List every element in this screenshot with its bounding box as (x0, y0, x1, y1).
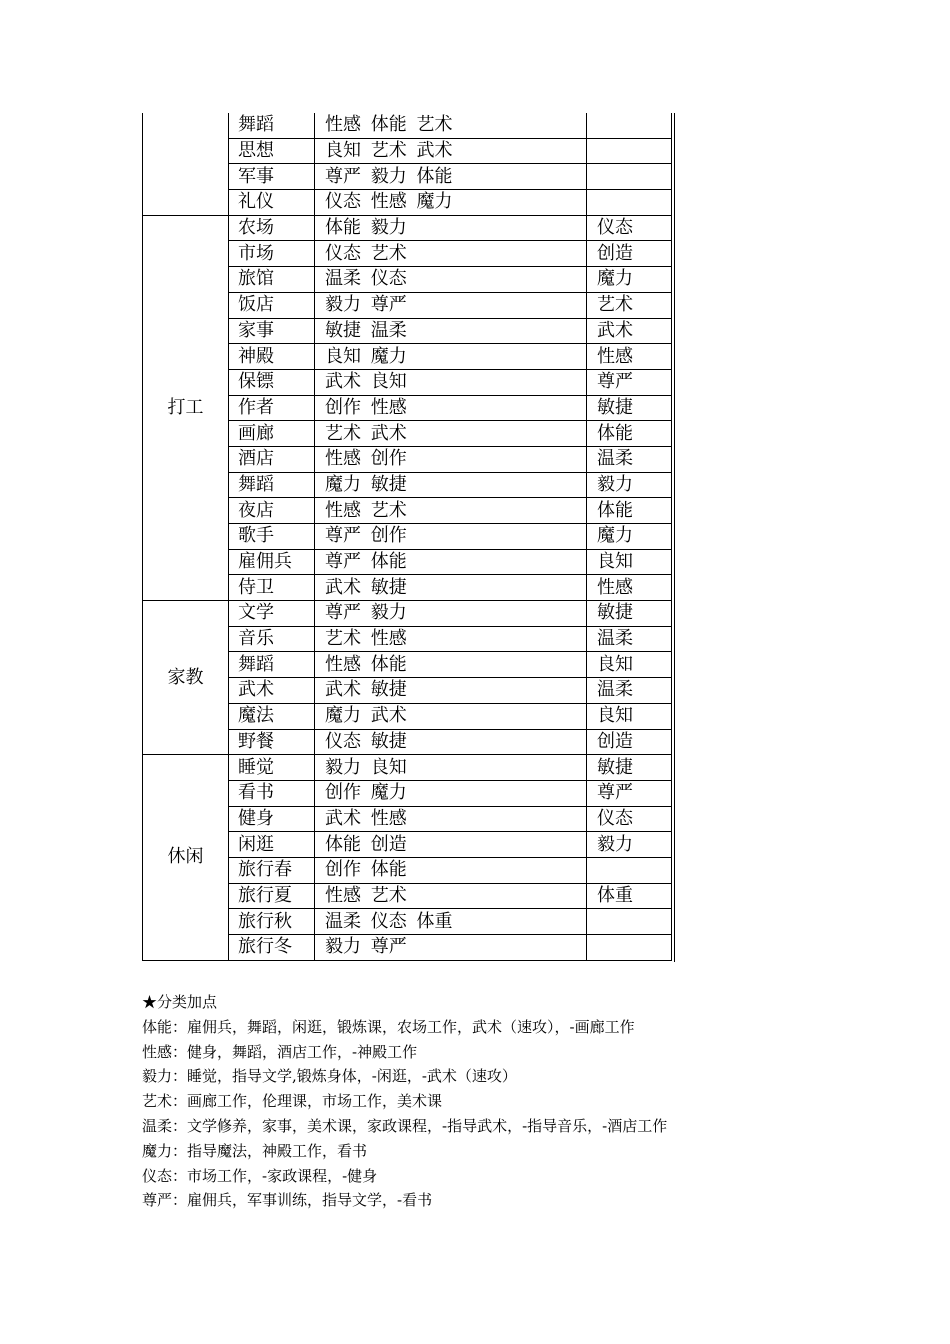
bonus-cell: 敏捷 (587, 601, 672, 627)
attributes-cell: 性感 艺术 (315, 883, 587, 909)
activity-name-cell: 旅行春 (229, 857, 315, 883)
activity-name-cell: 舞蹈 (229, 652, 315, 678)
activity-name-cell: 市场 (229, 241, 315, 267)
attributes-cell: 毅力 尊严 (315, 292, 587, 318)
activity-name-cell: 舞蹈 (229, 472, 315, 498)
attributes-cell: 创作 体能 (315, 857, 587, 883)
attributes-cell: 性感 创作 (315, 446, 587, 472)
attributes-cell: 仪态 敏捷 (315, 729, 587, 755)
activity-name-cell: 画廊 (229, 421, 315, 447)
activity-name-cell: 思想 (229, 138, 315, 164)
attributes-cell: 尊严 体能 (315, 549, 587, 575)
category-cell: 打工 (143, 215, 229, 600)
note-line-dignity: 尊严：雇佣兵，军事训练，指导文学，-看书 (142, 1191, 433, 1210)
attributes-cell: 武术 性感 (315, 806, 587, 832)
attributes-cell: 敏捷 温柔 (315, 318, 587, 344)
activity-name-cell: 旅行夏 (229, 883, 315, 909)
bonus-cell: 毅力 (587, 472, 672, 498)
bonus-cell: 良知 (587, 652, 672, 678)
bonus-cell: 尊严 (587, 780, 672, 806)
activity-name-cell: 作者 (229, 395, 315, 421)
activity-table-body (143, 113, 672, 960)
activity-name-cell: 歌手 (229, 524, 315, 550)
classification-notes (142, 990, 667, 1213)
attributes-cell: 尊严 毅力 体能 (315, 164, 587, 190)
activity-name-cell: 睡觉 (229, 755, 315, 781)
note-line-magic: 魔力：指导魔法，神殿工作，看书 (142, 1141, 368, 1160)
note-line-manner: 仪态：市场工作，-家政课程，-健身 (142, 1166, 378, 1185)
bonus-cell: 创造 (587, 729, 672, 755)
bonus-cell: 仪态 (587, 215, 672, 241)
bonus-cell: 敏捷 (587, 395, 672, 421)
category-cell: 家教 (143, 601, 229, 755)
attributes-cell: 体能 创造 (315, 832, 587, 858)
bonus-cell: 良知 (587, 549, 672, 575)
bonus-cell: 仪态 (587, 806, 672, 832)
activity-name-cell: 军事 (229, 164, 315, 190)
bonus-cell (587, 857, 672, 883)
bonus-cell: 温柔 (587, 446, 672, 472)
category-cell: 休闲 (143, 755, 229, 961)
activity-name-cell: 农场 (229, 215, 315, 241)
activity-name-cell: 武术 (229, 678, 315, 704)
bonus-cell: 魔力 (587, 524, 672, 550)
attributes-cell: 性感 体能 (315, 652, 587, 678)
table-row (143, 755, 672, 781)
note-line-sexy: 性感：健身，舞蹈，酒店工作，-神殿工作 (142, 1042, 418, 1061)
table-right-double-rule (674, 113, 675, 962)
attributes-cell: 艺术 武术 (315, 421, 587, 447)
bonus-cell: 毅力 (587, 832, 672, 858)
bonus-cell (587, 909, 672, 935)
bonus-cell: 温柔 (587, 678, 672, 704)
note-line-stamina: 体能：雇佣兵，舞蹈，闲逛，锻炼课，农场工作，武术（速攻），-画廊工作 (142, 1017, 635, 1036)
bonus-cell: 体能 (587, 498, 672, 524)
attributes-cell: 创作 性感 (315, 395, 587, 421)
bonus-cell: 创造 (587, 241, 672, 267)
activity-name-cell: 文学 (229, 601, 315, 627)
note-line-perseverance: 毅力：睡觉，指导文学,锻炼身体，-闲逛，-武术（速攻） (142, 1067, 517, 1086)
table-row (143, 113, 672, 138)
activity-name-cell: 音乐 (229, 626, 315, 652)
bonus-cell: 性感 (587, 575, 672, 601)
bonus-cell: 艺术 (587, 292, 672, 318)
attributes-cell: 尊严 毅力 (315, 601, 587, 627)
activity-name-cell: 魔法 (229, 703, 315, 729)
notes-heading: ★分类加点 (142, 993, 218, 1011)
table-row (143, 215, 672, 241)
bonus-cell: 尊严 (587, 369, 672, 395)
attributes-cell: 体能 毅力 (315, 215, 587, 241)
activity-name-cell: 雇佣兵 (229, 549, 315, 575)
bonus-cell (587, 113, 672, 138)
table-row (143, 601, 672, 627)
attributes-cell: 性感 体能 艺术 (315, 113, 587, 138)
attributes-cell: 尊严 创作 (315, 524, 587, 550)
note-line-gentle: 温柔：文学修养，家事，美术课，家政课程，-指导武术，-指导音乐，-酒店工作 (142, 1116, 668, 1135)
activity-name-cell: 旅馆 (229, 267, 315, 293)
activity-name-cell: 家事 (229, 318, 315, 344)
attributes-cell: 温柔 仪态 (315, 267, 587, 293)
bonus-cell (587, 190, 672, 216)
attributes-cell: 艺术 性感 (315, 626, 587, 652)
bonus-cell: 魔力 (587, 267, 672, 293)
bonus-cell: 温柔 (587, 626, 672, 652)
activity-name-cell: 侍卫 (229, 575, 315, 601)
attributes-cell: 良知 艺术 武术 (315, 138, 587, 164)
activity-name-cell: 神殿 (229, 344, 315, 370)
activity-name-cell: 旅行秋 (229, 909, 315, 935)
note-line-art: 艺术：画廊工作，伦理课，市场工作，美术课 (142, 1092, 443, 1111)
attributes-cell: 仪态 艺术 (315, 241, 587, 267)
activity-name-cell: 健身 (229, 806, 315, 832)
attributes-cell: 性感 艺术 (315, 498, 587, 524)
attributes-cell: 武术 敏捷 (315, 678, 587, 704)
activity-name-cell: 酒店 (229, 446, 315, 472)
bonus-cell: 武术 (587, 318, 672, 344)
attributes-cell: 武术 敏捷 (315, 575, 587, 601)
activity-name-cell: 看书 (229, 780, 315, 806)
bonus-cell: 敏捷 (587, 755, 672, 781)
attributes-cell: 魔力 武术 (315, 703, 587, 729)
attributes-cell: 仪态 性感 魔力 (315, 190, 587, 216)
bonus-cell (587, 935, 672, 961)
attributes-cell: 良知 魔力 (315, 344, 587, 370)
bonus-cell (587, 164, 672, 190)
activity-name-cell: 礼仪 (229, 190, 315, 216)
attributes-cell: 毅力 尊严 (315, 935, 587, 961)
bonus-cell (587, 138, 672, 164)
bonus-cell: 体重 (587, 883, 672, 909)
activity-name-cell: 夜店 (229, 498, 315, 524)
activity-table (142, 113, 672, 961)
activity-name-cell: 饭店 (229, 292, 315, 318)
attributes-cell: 魔力 敏捷 (315, 472, 587, 498)
attributes-cell: 创作 魔力 (315, 780, 587, 806)
bonus-cell: 性感 (587, 344, 672, 370)
bonus-cell: 良知 (587, 703, 672, 729)
category-cell (143, 113, 229, 215)
attributes-cell: 温柔 仪态 体重 (315, 909, 587, 935)
bonus-cell: 体能 (587, 421, 672, 447)
activity-name-cell: 保镖 (229, 369, 315, 395)
activity-name-cell: 野餐 (229, 729, 315, 755)
attributes-cell: 毅力 良知 (315, 755, 587, 781)
activity-name-cell: 闲逛 (229, 832, 315, 858)
activity-name-cell: 旅行冬 (229, 935, 315, 961)
attributes-cell: 武术 良知 (315, 369, 587, 395)
activity-name-cell: 舞蹈 (229, 113, 315, 138)
